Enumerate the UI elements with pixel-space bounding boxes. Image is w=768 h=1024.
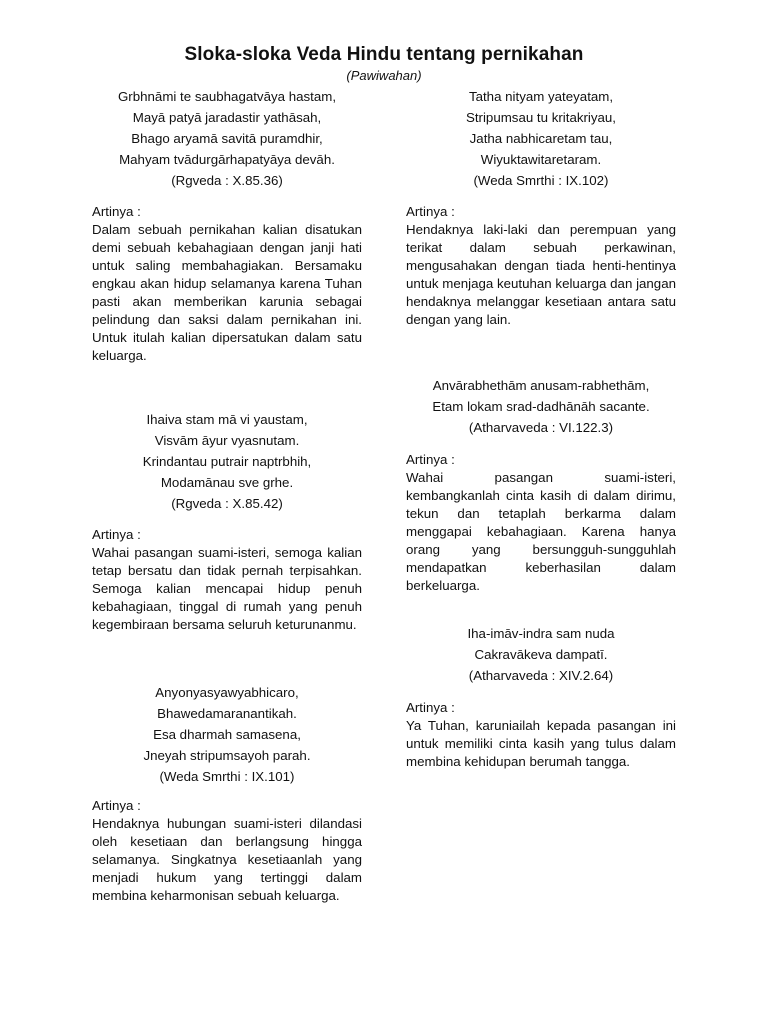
verse-block [92,409,362,514]
verse-line: Cakravākeva dampatī. [474,647,608,662]
verse-line: Anvārabhethām anusam-rabhethām, [432,378,650,393]
verse-block [406,623,676,686]
meaning-block [406,451,676,595]
meaning-label: Artinya : [406,452,455,467]
meaning-block [92,526,362,634]
verse-source: (Rgveda : X.85.42) [171,496,283,511]
verse-line: Etam lokam srad-dadhānāh sacante. [432,399,650,414]
meaning-block [406,203,676,329]
verse-line: Jneyah stripumsayoh parah. [143,748,311,763]
verse-source: (Weda Smrthi : IX.102) [473,173,609,188]
verse-block [406,375,676,438]
verse-line: Ihaiva stam mā vi yaustam, [146,412,308,427]
verse-source: (Rgveda : X.85.36) [171,173,283,188]
verse-line: Krindantau putrair naptrbhih, [142,454,312,469]
verse-block [92,86,362,191]
meaning-label: Artinya : [92,527,141,542]
verse-line: Bhawedamaranantikah. [157,706,297,721]
verse-line: Anyonyasyawyabhicaro, [155,685,299,700]
verse-line: Iha-imāv-indra sam nuda [467,626,615,641]
verse-line: Wiyuktawitaretaram. [480,152,602,167]
verse-line: Grbhnāmi te saubhagatvāya hastam, [117,89,337,104]
verse-line: Visvām āyur vyasnutam. [154,433,300,448]
meaning-text: Wahai pasangan suami-isteri, kembangkanlah cinta kasih di dalam dirimu, tekun dan tetaplah berkarma dalam menggapai kebahagiaan. Karena hanya orang yang bersungguh-sungguhlah mendapatkan keberhasilan dalam berkeluarga. [406,470,676,593]
verse-source: (Weda Smrthi : IX.101) [159,769,295,784]
meaning-text: Hendaknya hubungan suami-isteri dilandasi oleh kesetiaan dan berlangsung hingga selamanya. Singkatnya kesetiaanlah yang menjadi hukum yang tertinggi dalam membina keharmonisan sebuah keluarga. [92,816,362,903]
page-subtitle: (Pawiwahan) [346,68,422,83]
verse-line: Stripumsau tu kritakriyau, [465,110,616,125]
verse-source: (Atharvaveda : VI.122.3) [468,420,614,435]
verse-line: Jatha nabhicaretam tau, [469,131,613,146]
verse-line: Bhago aryamā savitā puramdhir, [131,131,323,146]
verse-line: Mahyam tvādurgārhapatyāya devāh. [119,152,335,167]
meaning-block [92,797,362,905]
verse-source: (Atharvaveda : XIV.2.64) [468,668,614,683]
verse-block [406,86,676,191]
meaning-text: Dalam sebuah pernikahan kalian disatukan demi sebuah kebahagiaan dengan janji hati untuk saling membahagiakan. Bersamaku engkau akan hidup selamanya karena Tuhan pasti akan memberikan karunia sebagai pelindung dan saksi dalam pernikahan ini. Untuk itulah kalian dipersatukan dalam satu keluarga. [92,222,362,363]
verse-block [92,682,362,787]
meaning-label: Artinya : [406,700,455,715]
verse-line: Modamānau sve grhe. [160,475,294,490]
page-title: Sloka-sloka Veda Hindu tentang pernikahan [184,44,584,65]
meaning-block [406,699,676,771]
verse-line: Mayā patyā jaradastir yathāsah, [132,110,322,125]
meaning-text: Hendaknya laki-laki dan perempuan yang terikat dalam sebuah perkawinan, mengusahakan dengan tiada henti-hentinya untuk menjaga keutuhan keluarga dan jangan hendaknya melanggar kesetiaan antara satu dengan yang lain. [406,222,676,327]
meaning-label: Artinya : [92,204,141,219]
meaning-text: Ya Tuhan, karuniailah kepada pasangan ini untuk memiliki cinta kasih yang tulus dalam membina kehidupan berumah tangga. [406,718,676,769]
meaning-label: Artinya : [92,798,141,813]
verse-line: Tatha nityam yateyatam, [468,89,614,104]
meaning-block [92,203,362,365]
meaning-text: Wahai pasangan suami-isteri, semoga kalian tetap bersatu dan tidak pernah terpisahkan. Semoga kalian mencapai hidup penuh kebahagiaan, tinggal di rumah yang penuh kegembiraan bersama seluruh keturunanmu. [92,545,362,632]
verse-line: Esa dharmah samasena, [153,727,301,742]
meaning-label: Artinya : [406,204,455,219]
